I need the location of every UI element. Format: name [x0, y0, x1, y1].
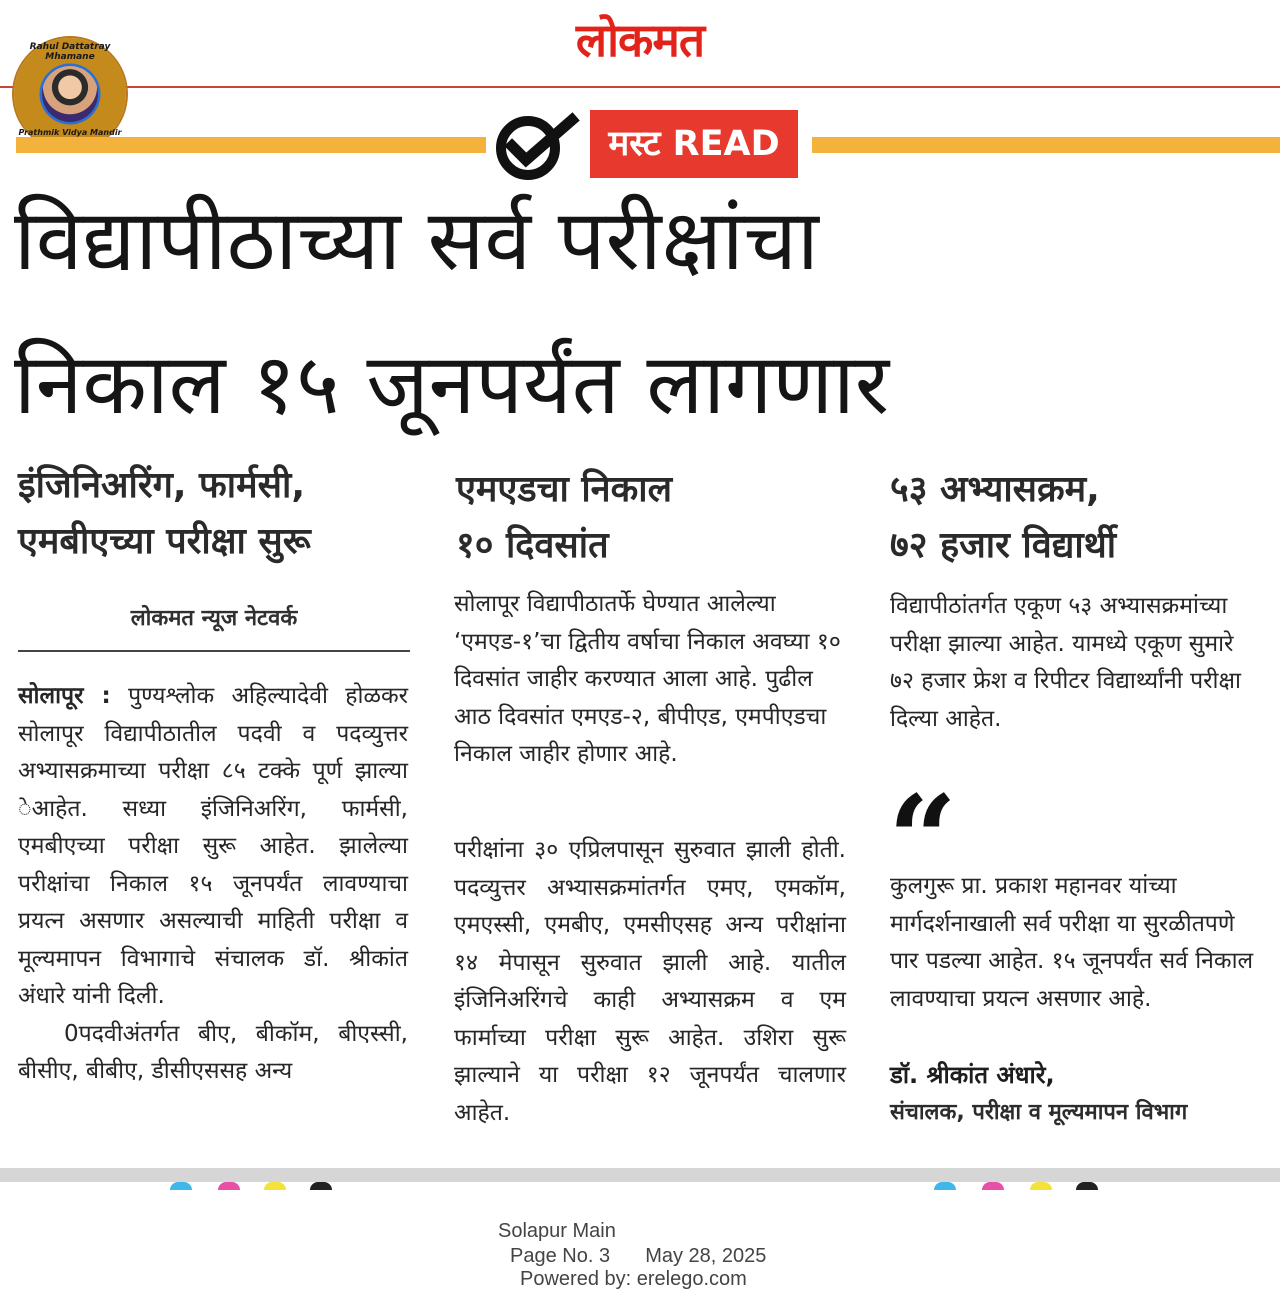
column-1-paragraph-2: 0पदवीअंतर्गत बीए, बीकॉम, बीएस्सी, बीसीए, बीबीए, डीसीएससह अन्य — [18, 1020, 408, 1084]
registration-mark-cyan-right — [934, 1182, 956, 1190]
byline: लोकमत न्यूज नेटवर्क — [130, 606, 298, 631]
headline-line-1: विद्यापीठाच्या सर्व परीक्षांचा — [14, 191, 819, 289]
check-circle-icon — [494, 112, 580, 182]
registration-mark-magenta-right — [982, 1182, 1004, 1190]
column-2-subhead-line-1: एमएडचा निकाल — [456, 469, 673, 510]
byline-rule — [18, 650, 410, 652]
column-1-paragraph-1: पुण्यश्लोक अहिल्यादेवी होळकर सोलापूर विद्यापीठातील पदवी व पदव्युत्तर अभ्यासक्रमाच्या परीक्षा ८५ टक्के पूर्ण झाल्या ेआहेत. सध्या इंजिनिअरिंग, फार्मसी, एमबीएच्या परीक्षा सुरू आहेत. झालेल्या परीक्षांचा निकाल १५ जूनपर्यंत लावण्याचा प्रयत्न असणार असल्याची माहिती परीक्षा व मूल्यमापन विभागाचे संचालक डॉ. श्रीकांत अंधारे यांनी दिली. — [18, 683, 409, 1009]
column-3-subhead — [890, 462, 1116, 574]
column-1-subhead — [18, 458, 311, 570]
registration-mark-cyan — [170, 1182, 192, 1190]
edition-label: Solapur Main — [498, 1220, 616, 1242]
column-2-paragraph-1: सोलापूर विद्यापीठातर्फे घेण्यात आलेल्या ‘एमएड-१’चा द्वितीय वर्षाचा निकाल अवघ्या १० दिवसांत जाहीर करण्यात आला आहे. पुढील आठ दिवसांत एमएड-२, बीपीएड, एमपीएडचा निकाल जाहीर होणार आहे. — [454, 591, 841, 767]
accent-bar-left — [16, 137, 486, 153]
registration-mark-yellow-right — [1030, 1182, 1052, 1190]
must-read-label: मस्ट READ — [590, 110, 798, 178]
badge-portrait — [42, 66, 98, 122]
headline-line-2: निकाल १५ जूनपर्यंत लागणार — [14, 335, 890, 433]
pull-quote: कुलगुरू प्रा. प्रकाश महानवर यांच्या मार्गदर्शनाखाली सर्व परीक्षा या सुरळीतपणे पार पडल्या आहेत. १५ जूनपर्यंत सर्व निकाल लावण्याचा प्रयत्न असणार आहे. — [890, 873, 1254, 1012]
footer-band — [0, 1168, 1280, 1182]
masthead-rule — [0, 86, 1280, 88]
publication-date: May 28, 2025 — [645, 1245, 767, 1267]
registration-mark-black — [310, 1182, 332, 1190]
column-2-paragraph-2: परीक्षांना ३० एप्रिलपासून सुरुवात झाली होती. पदव्युत्तर अभ्यासक्रमांतर्गत एमए, एमकॉम, एमएस्सी, एमबीए, एमसीएसह अन्य परीक्षांना १४ मेपासून सुरुवात झाली आहे. यातील इंजिनिअरिंगचे काही अभ्यासक्रम व एम फार्माच्या परीक्षा सुरू आहेत. उशिरा सुरू झाल्याने या परीक्षा १२ जूनपर्यंत चालणार आहेत. — [454, 837, 846, 1126]
registration-mark-black-right — [1076, 1182, 1098, 1190]
registration-mark-yellow — [264, 1182, 286, 1190]
column-1-subhead-line-1: इंजिनिअरिंग, फार्मसी, — [18, 465, 305, 506]
quote-author: डॉ. श्रीकांत अंधारे, — [890, 1061, 1055, 1089]
badge-name: Rahul Dattatray Mhamane — [29, 42, 111, 62]
column-2-subhead-line-2: १० दिवसांत — [456, 525, 609, 566]
dateline: सोलापूर : — [18, 683, 111, 709]
author-badge — [14, 38, 126, 150]
registration-mark-magenta — [218, 1182, 240, 1190]
page-info — [510, 1245, 766, 1268]
column-1-subhead-line-2: एमबीएच्या परीक्षा सुरू — [18, 521, 311, 562]
column-3-subhead-line-2: ७२ हजार विद्यार्थी — [890, 525, 1117, 566]
column-3-paragraph-1: विद्यापीठांतर्गत एकूण ५३ अभ्यासक्रमांच्या परीक्षा झाल्या आहेत. यामध्ये एकूण सुमारे ७२ हजार फ्रेश व रिपीटर विद्यार्थ्यांनी परीक्षा दिल्या आहेत. — [890, 593, 1241, 732]
accent-bar-right — [812, 137, 1280, 153]
powered-by: Powered by: erelego.com — [520, 1268, 747, 1290]
column-2-subhead — [456, 462, 672, 574]
quote-author-title: संचालक, परीक्षा व मूल्यमापन विभाग — [890, 1100, 1188, 1125]
column-3-subhead-line-1: ५३ अभ्यासक्रम, — [890, 469, 1100, 510]
newspaper-masthead: लोकमत — [575, 13, 705, 67]
quote-mark-icon: “ — [888, 769, 958, 910]
column-1-body — [18, 678, 408, 1091]
page-number: Page No. 3 — [510, 1245, 611, 1267]
badge-school: Prathmik Vidya Mandir — [18, 128, 122, 137]
